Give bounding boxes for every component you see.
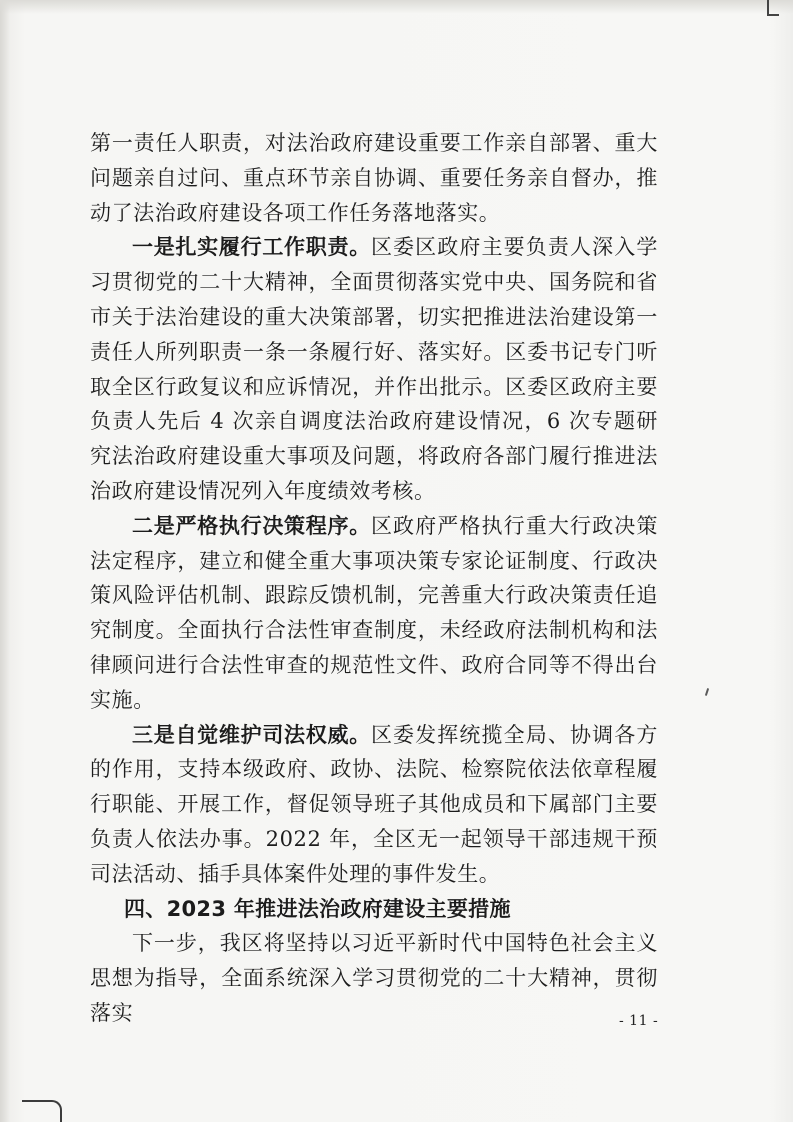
document-body [90, 126, 658, 1031]
scan-shadow-top [0, 0, 793, 14]
scan-speck [705, 688, 709, 696]
opening-paragraph: 第一责任人职责，对法治政府建设重要工作亲自部署、重大问题亲自过问、重点环节亲自协调、重要任务亲自督办，推动了法治政府建设各项工作任务落地落实。 [90, 131, 658, 225]
section-text-3: 区委发挥统揽全局、协调各方的作用，支持本级政府、政协、法院、检察院依法依章程履行职能、开展工作，督促领导班子其他成员和下属部门主要负责人依法办事。2022 年，全区无一起领导干部违规干预司法活动、插手具体案件处理的事件发生。 [90, 722, 658, 886]
section-text-1: 区委区政府主要负责人深入学习贯彻党的二十大精神，全面贯彻落实党中央、国务院和省市关于法治建设的重大决策部署，切实把推进法治建设第一责任人所列职责一条一条履行好、落实好。区委书记专门听取全区行政复议和应诉情况，并作出批示。区委区政府主要负责人先后 4 次亲自调度法治政府建设情况，6 次专题研究法治政府建设重大事项及问题，将政府各部门履行推进法治政府建设情况列入年度绩效考核。 [90, 235, 658, 503]
crop-mark-bottom-icon [22, 1100, 62, 1122]
scan-shadow-left [0, 0, 10, 1122]
section-lead-3: 三是自觉维护司法权威。 [132, 722, 371, 747]
section-lead-2: 二是严格执行决策程序。 [132, 513, 371, 538]
page-number: - 11 - [619, 1013, 659, 1029]
closing-paragraph: 下一步，我区将坚持以习近平新时代中国特色社会主义思想为指导，全面系统深入学习贯彻党的二十大精神，贯彻落实 [90, 931, 658, 1025]
section-paragraph-1 [90, 230, 658, 508]
section-paragraph-3 [90, 718, 658, 892]
section-paragraph-2 [90, 509, 658, 718]
section-lead-1: 一是扎实履行工作职责。 [132, 235, 371, 260]
section-text-2: 区政府严格执行重大行政决策法定程序，建立和健全重大事项决策专家论证制度、行政决策风险评估机制、跟踪反馈机制，完善重大行政决策责任追究制度。全面执行合法性审查制度，未经政府法制机构和法律顾问进行合法性审查的规范性文件、政府合同等不得出台实施。 [90, 513, 658, 712]
section-heading: 四、2023 年推进法治政府建设主要措施 [124, 896, 511, 921]
crop-mark-icon [767, 0, 779, 16]
